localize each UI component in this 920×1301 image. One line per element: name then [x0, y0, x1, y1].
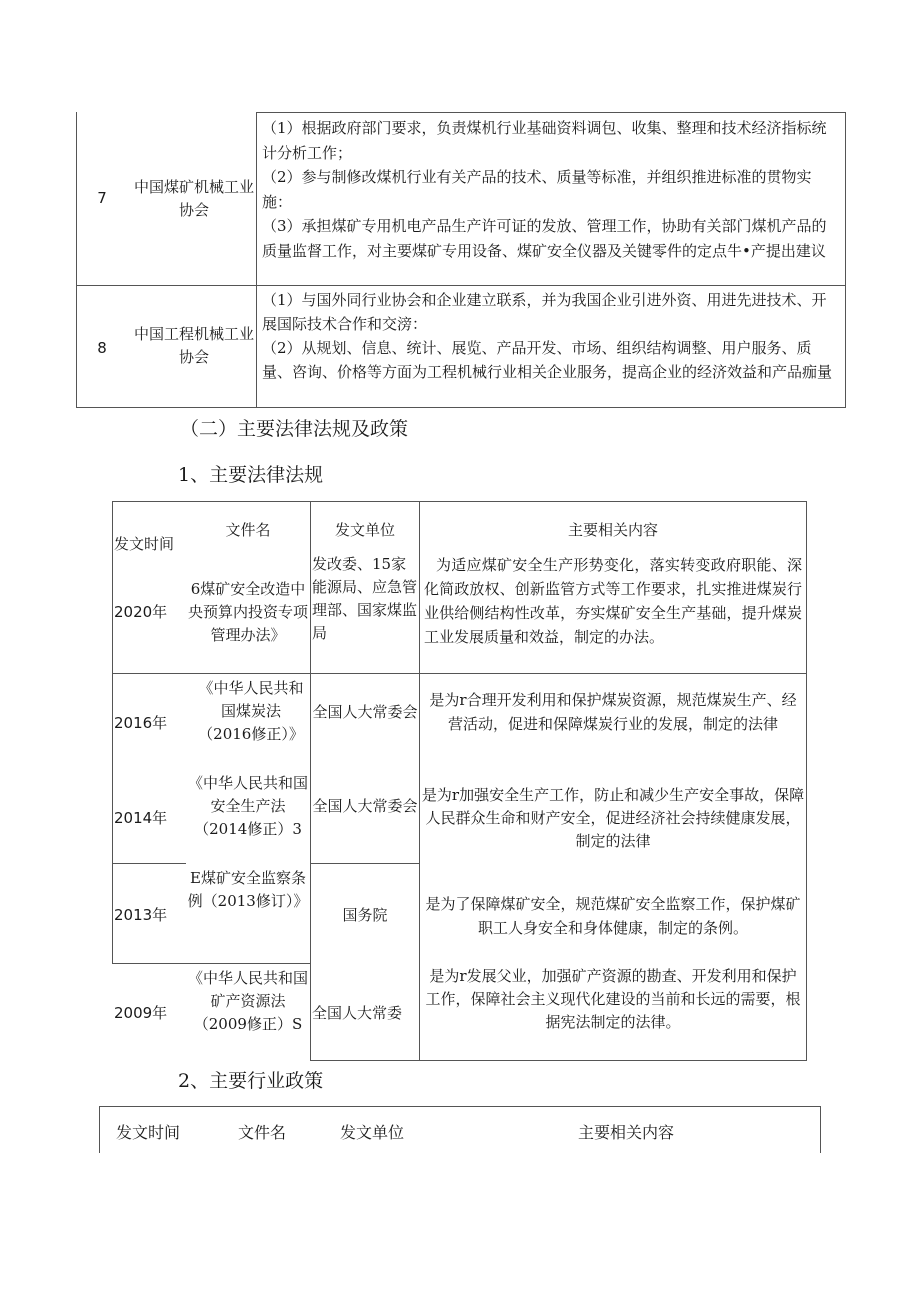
duty-item: （2）参与制修改煤机行业有关产品的技术、质量等标准，并组织推进标准的贯物实施：: [262, 168, 812, 211]
law-content: 是为r加强安全生产工作，防止和减少生产安全事故，保障人民群众生命和财产安全，促进经济社会持续健康发展，制定的法律: [421, 786, 805, 850]
duty-item: （3）承担煤矿专用机电产品生产许可证的发放、管理工作，协助有关部门煤机产品的质量监督工作，对主要煤矿专用设备、煤矿安全仪器及关键零件的定点牛•产提出建议: [262, 217, 827, 260]
law-name: E煤矿安全监察条例（2013修订）》: [187, 869, 309, 910]
law-time: 2014年: [114, 809, 168, 827]
law-content: 是为r合理开发利用和保护煤炭资源，规范煤炭生产、经营活动，促进和保障煤炭行业的发展，制定的法律: [429, 691, 797, 733]
law-header-unit: 发文单位: [334, 521, 395, 539]
law-time: 2016年: [114, 714, 168, 732]
assoc-row-duties: [262, 116, 840, 263]
law-unit: 全国人大常委会: [312, 703, 418, 721]
law-name: 《中华人民共和国安全生产法（2014修正）3: [187, 774, 308, 838]
policy-header-unit: 发文单位: [340, 1123, 405, 1142]
duty-item: （2）从规划、信息、统计、展览、产品开发、市场、组织结构调整、用户服务、质量、咨询、价格等方面为工程机械行业相关企业服务，提高企业的经济效益和产品痂量: [262, 339, 833, 381]
law-time: 2020年: [114, 603, 168, 621]
assoc-row-number: 8: [97, 339, 107, 357]
law-unit: 全国人大常委会: [312, 797, 418, 815]
law-header-time: 发文时间: [114, 535, 175, 553]
assoc-row-duties: [262, 288, 840, 384]
section-title: （二）主要法律法规及政策: [180, 418, 409, 440]
assoc-row-name: 中国工程机械工业协会: [134, 325, 255, 366]
law-content: 是为了保障煤矿安全，规范煤矿安全监察工作，保护煤矿职工人身安全和身体健康，制定的条例。: [425, 895, 801, 937]
duty-item: （1）与国外同行业协会和企业建立联系，并为我国企业引进外资、用进先进技术、开展国际技术合作和交滂：: [262, 291, 827, 333]
policy-header-content: 主要相关内容: [578, 1123, 675, 1142]
policy-header-time: 发文时间: [116, 1123, 181, 1142]
law-header-content: 主要相关内容: [567, 521, 658, 539]
law-unit: 国务院: [342, 906, 388, 924]
law-content: 是为r发展父业，加强矿产资源的勘查、开发利用和保护工作，保障社会主义现代化建设的当前和长远的需要，根据宪法制定的法律。: [425, 967, 801, 1031]
subsection-laws-title: 1、主要法律法规: [178, 464, 324, 486]
assoc-row-name: 中国煤矿机械工业协会: [134, 178, 255, 219]
law-name: 《中华人民共和国矿产资源法（2009修正）S: [187, 969, 308, 1033]
law-name: 《中华人民共和国煤炭法（2016修正）》: [198, 679, 304, 743]
policy-header-name: 文件名: [238, 1123, 287, 1142]
law-content: 为适应煤矿安全生产形势变化，落实转变政府职能、深化简政放权、创新监管方式等工作要求，扎实推进煤炭行业供给侧结构性改革，夯实煤矿安全生产基础，提升煤炭工业发展质量和效益，制定的办法。: [424, 556, 802, 646]
law-time: 2009年: [114, 1004, 168, 1022]
law-time: 2013年: [114, 906, 168, 924]
law-unit: 全国人大常委: [312, 1004, 403, 1022]
assoc-row-number: 7: [97, 189, 107, 207]
law-header-name: 文件名: [225, 521, 271, 539]
duty-item: （1）根据政府部门要求，负责煤机行业基础资料调包、收集、整理和技术经济指标统计分析工作；: [262, 119, 827, 162]
subsection-policy-title: 2、主要行业政策: [178, 1070, 324, 1092]
law-name: 6煤矿安全改造中央预算内投资专项管理办法》: [187, 580, 308, 644]
law-unit: 发改委、15家能源局、应急管理部、国家煤监局: [312, 555, 418, 642]
